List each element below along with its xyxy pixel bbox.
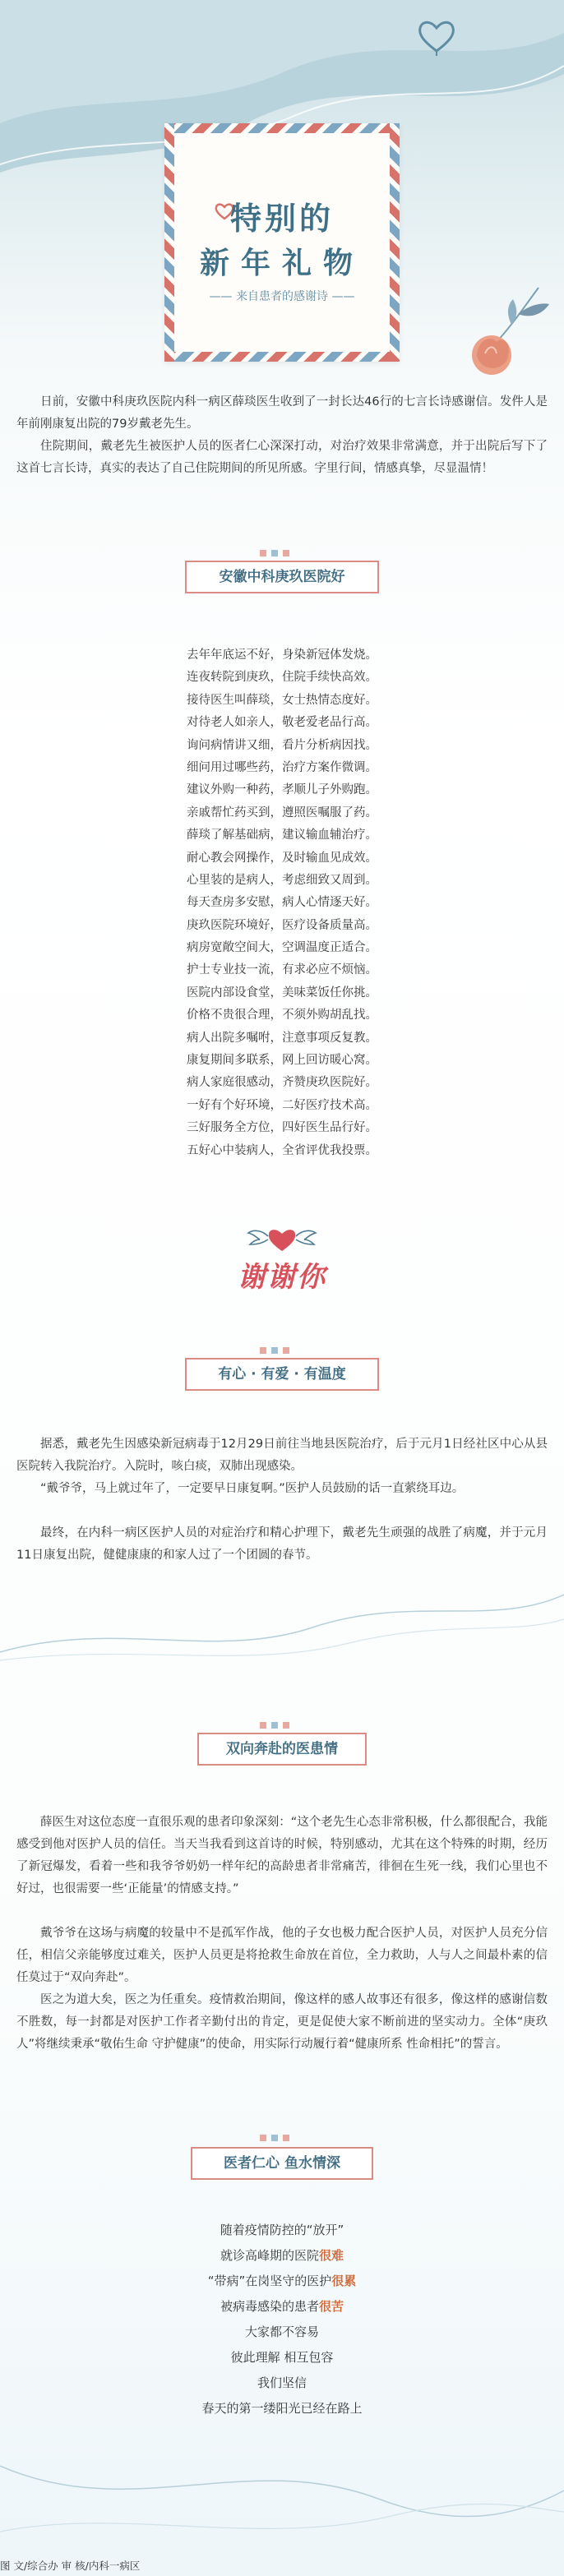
closing-line — [0, 2218, 564, 2243]
closing-poem — [0, 2218, 564, 2421]
section-dots — [257, 1716, 292, 1723]
closing-text: 被病毒感染的患者 — [220, 2299, 319, 2314]
closing-line — [0, 2243, 564, 2269]
closing-text: 春天的第一缕阳光已经在路上 — [201, 2401, 363, 2416]
poem-line: 对待老人如亲人，敬老爱老品行高。 — [187, 716, 377, 730]
poem-line: 三好服务全方位，四好医生品行好。 — [187, 1121, 377, 1135]
footer-credit: 图 文/综合办 审 核/内科一病区 — [0, 2560, 141, 2572]
reflection-paragraph-2: 戴爷爷在这场与病魔的较量中不是孤军作战，他的子女也极力配合医护人员，对医护人员充分信任，相信父亲能够度过难关，医护人员更是将抢救生命放在首位，全力救助，人与人之间最朴素的信任莫过于“双向奔赴”。 — [16, 1927, 548, 1984]
closing-line — [0, 2371, 564, 2396]
poem-line: 接待医生叫薛琰，女士热情态度好。 — [187, 693, 377, 707]
closing-text: 大家都不容易 — [244, 2324, 319, 2339]
closing-line — [0, 2320, 564, 2345]
story-paragraph-3: 最终，在内科一病区医护人员的对症治疗和精心护理下，戴老先生顽强的战胜了病魔，并于元月11日康复出院，健健康康的和家人过了一个团圆的春节。 — [16, 1526, 548, 1562]
section-dots — [257, 2129, 292, 2135]
reflection-paragraph-3: 医之为道大矣，医之为任重矣。疫情救治期间，像这样的感人故事还有很多，像这样的感谢信数不胜数，每一封都是对医护工作者辛勤付出的肯定，更是促使大家不断前进的坚实动力。全体“庚玖人”将继续秉承“敬佑生命 守护健康”的使命，用实际行动履行着“健康所系 性命相托”的誓言。 — [16, 1993, 548, 2051]
poem-line: 去年年底运不好，身染新冠体发烧。 — [187, 649, 377, 662]
poem-line: 建议外购一种药，孝顺儿子外购跑。 — [187, 783, 377, 797]
closing-text: 彼此理解 相互包容 — [230, 2350, 334, 2365]
closing-line — [0, 2345, 564, 2371]
poem-line: 病人出院多嘱咐，注意事项反复教。 — [187, 1031, 377, 1045]
closing-highlight: 很累 — [331, 2274, 357, 2288]
subtitle: —— 来自患者的感谢诗 —— — [209, 290, 355, 303]
poem-line: 一好有个好环境，二好医疗技术高。 — [187, 1098, 377, 1112]
heart-outline-icon — [415, 16, 458, 56]
poem-line: 医院内部设食堂，美味菜饭任你挑。 — [187, 986, 377, 999]
closing-line — [0, 2396, 564, 2421]
poem-line: 询问病情讲又细，看片分析病因找。 — [187, 738, 377, 752]
section-dots — [257, 1341, 292, 1348]
poem — [0, 644, 564, 1162]
envelope-stripe-top — [164, 123, 400, 133]
title-line-1: 特别的 — [229, 201, 334, 237]
closing-text: 我们坚信 — [257, 2375, 307, 2390]
envelope-card — [164, 123, 400, 362]
poem-line: 康复期间多联系，网上回访暖心窝。 — [187, 1054, 377, 1068]
poem-line: 庚玖医院环境好，医疗设备质量高。 — [187, 918, 377, 932]
poem-line: 病人家庭很感动，齐赞庚玖医院好。 — [187, 1076, 377, 1090]
poem-line: 心里装的是病人，考虑细致又周到。 — [187, 873, 377, 887]
intro-paragraph-2: 住院期间，戴老先生被医护人员的医者仁心深深打动，对治疗效果非常满意，并于出院后写下了这首七言长诗，真实的表达了自己住院期间的所见所感。字里行间，情感真挚，尽显温情！ — [16, 440, 548, 475]
reflection-paragraph-1: 薛医生对这位态度一直很乐观的患者印象深刻：“这个老先生心态非常积极，什么都很配合，我能感受到他对医护人员的信任。当天当我看到这首诗的时候，特别感动，尤其在这个特殊的时期，经历了新冠爆发，看着一些和我爷爷奶奶一样年纪的高龄患者非常痛苦，徘徊在生死一线，我们心里也不好过，也很需要一些‘正能量’的情感支持。” — [16, 1816, 548, 1895]
poem-line: 病房宽敞空间大，空调温度正适合。 — [187, 941, 377, 955]
closing-highlight: 很难 — [319, 2248, 344, 2263]
section-dots — [257, 544, 292, 551]
poem-line: 亲戚帮忙药买到，遵照医嘱服了药。 — [187, 806, 377, 819]
closing-text: “带病”在岗坚守的医护 — [207, 2274, 332, 2288]
poem-line: 护士专业技一流，有求必应不烦恼。 — [187, 963, 377, 977]
closing-text: 随着疫情防控的“放开” — [220, 2223, 344, 2237]
flower-decoration — [460, 279, 551, 395]
closing-line — [0, 2269, 564, 2294]
wave-decoration — [0, 1578, 564, 1669]
poem-line: 耐心教会网操作，及时输血见成效。 — [187, 851, 377, 865]
poem-line: 价格不贵很合理，不须外购胡乱找。 — [187, 1009, 377, 1023]
section-title-two-way: 双向奔赴的医患情 — [197, 1733, 367, 1766]
intro-paragraph-1: 日前，安徽中科庚玖医院内科一病区薛琰医生收到了一封长达46行的七言长诗感谢信。发件人是年前刚康复出院的79岁戴老先生。 — [16, 395, 548, 431]
section-title-heart-love-warmth: 有心 · 有爱 · 有温度 — [185, 1358, 379, 1391]
title-line-2: 新年礼物 — [199, 247, 364, 280]
thanks-art-text: 谢谢你 — [238, 1261, 326, 1294]
closing-highlight: 很苦 — [319, 2299, 344, 2314]
bottom-wave-decoration — [0, 2433, 564, 2556]
poem-line: 细问用过哪些药，治疗方案作微调。 — [187, 760, 377, 774]
poem-line: 薛琰了解基础病，建议输血辅治疗。 — [187, 829, 377, 843]
envelope-stripe-bottom — [164, 352, 400, 362]
poem-line: 每天查房多安慰，病人心情逐天好。 — [187, 896, 377, 910]
closing-text: 就诊高峰期的医院 — [220, 2248, 319, 2263]
poem-line: 五好心中装病人，全省评优我投票。 — [187, 1143, 377, 1157]
section-title-doctor-heart: 医者仁心 鱼水情深 — [191, 2147, 373, 2180]
poem-line: 连夜转院到庚玖，住院手续快高效。 — [187, 671, 377, 685]
section-title-hospital: 安徽中科庚玖医院好 — [185, 561, 379, 593]
closing-line — [0, 2294, 564, 2320]
story-paragraph-1: 据悉，戴老先生因感染新冠病毒于12月29日前往当地县医院治疗，后于元月1日经社区中心从县医院转入我院治疗。入院时，咳白痰，双肺出现感染。 — [16, 1438, 548, 1473]
story-paragraph-2: “戴爷爷，马上就过年了，一定要早日康复啊。”医护人员鼓励的话一直萦绕耳边。 — [40, 1482, 465, 1495]
winged-heart-icon — [247, 1223, 317, 1256]
